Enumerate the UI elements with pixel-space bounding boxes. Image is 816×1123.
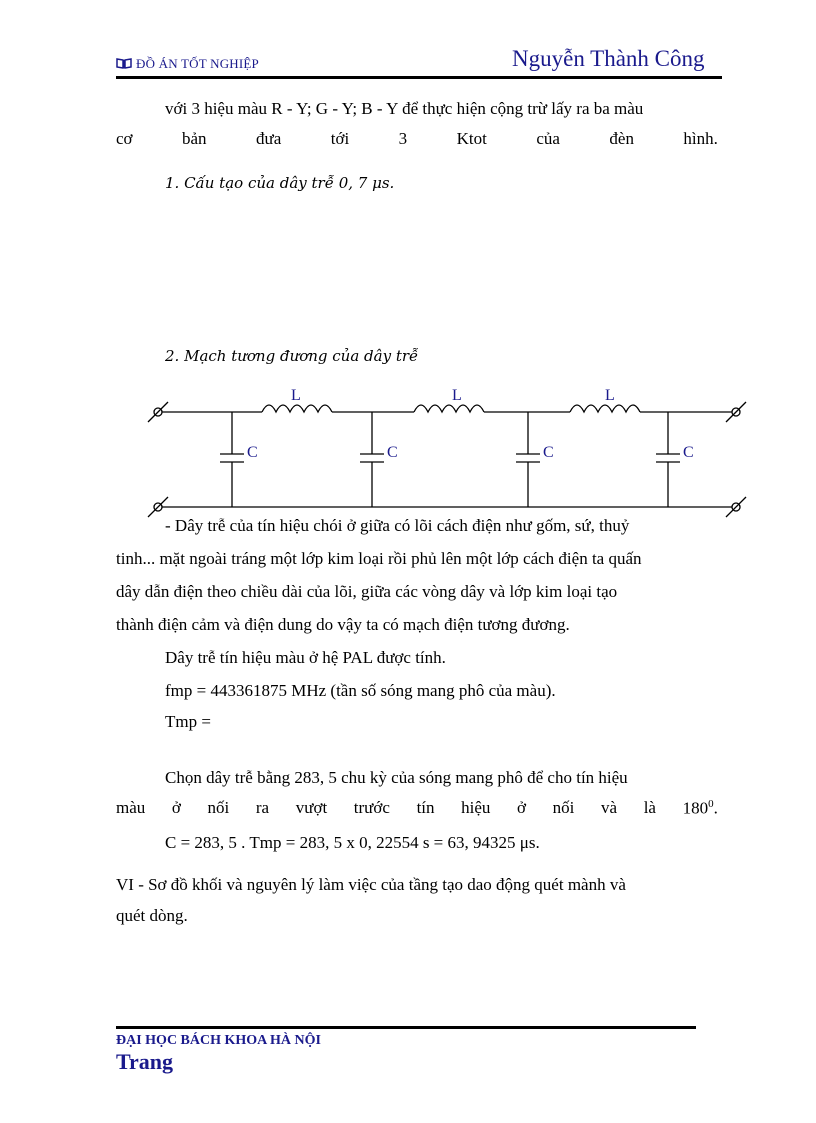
desc-line-4: thành điện cảm và điện dung do vậy ta có mạch điện tương đương. bbox=[116, 615, 570, 634]
desc-line-3: dây dẫn điện theo chiều dài của lõi, giữa các vòng dây và lớp kim loại tạo bbox=[116, 582, 618, 601]
choose-line-2 bbox=[116, 798, 718, 819]
word: nối bbox=[552, 798, 575, 817]
word: vượt bbox=[295, 798, 328, 817]
footer-university: ĐẠI HỌC BÁCH KHOA HÀ NỘI bbox=[116, 1033, 321, 1048]
c-formula-line: C = 283, 5 . Tmp = 283, 5 x 0, 22554 s = 63, 94325 μs. bbox=[165, 833, 540, 852]
section-heading-line-2: quét dòng. bbox=[116, 906, 188, 925]
word: hiệu bbox=[461, 798, 491, 817]
intro-line-1: với 3 hiệu màu R - Y; G - Y; B - Y để thực hiện cộng trừ lấy ra ba màu bbox=[165, 99, 644, 118]
word: là bbox=[643, 798, 656, 817]
choose-line-1: Chọn dây trễ bằng 283, 5 chu kỳ của sóng mang phô để cho tín hiệu bbox=[165, 768, 628, 787]
degree-value: $180^0$. bbox=[682, 798, 718, 818]
word: 3 bbox=[398, 129, 408, 148]
capacitor-label: C bbox=[247, 444, 258, 461]
desc-line-1: - Dây trễ của tín hiệu chói ở giữa có lõi cách điện như gốm, sứ, thuỷ bbox=[165, 516, 630, 535]
word: tới bbox=[330, 129, 350, 148]
inductor-label: L bbox=[605, 387, 615, 404]
section-heading-line-1: VI - Sơ đồ khối và nguyên lý làm việc của tầng tạo dao động quét mành và bbox=[116, 875, 626, 894]
word: bản bbox=[182, 129, 207, 148]
equivalent-circuit-diagram bbox=[140, 380, 760, 525]
tmp-line: Tmp = bbox=[165, 712, 211, 731]
inductor-label: L bbox=[291, 387, 301, 404]
word: hình. bbox=[683, 129, 718, 148]
capacitor-label: C bbox=[683, 444, 694, 461]
word: và bbox=[601, 798, 618, 817]
word: cơ bbox=[116, 129, 133, 148]
heading-structure: 1. Cấu tạo của dây trễ 0, 7 μs. bbox=[165, 174, 395, 192]
footer-divider bbox=[116, 1026, 696, 1029]
word: trước bbox=[353, 798, 390, 817]
word: Ktot bbox=[456, 129, 487, 148]
word: nối bbox=[207, 798, 230, 817]
pal-line: Dây trễ tín hiệu màu ở hệ PAL được tính. bbox=[165, 648, 446, 667]
header-divider bbox=[116, 76, 722, 79]
inductor-label: L bbox=[452, 387, 462, 404]
intro-line-2 bbox=[116, 129, 718, 149]
book-icon bbox=[116, 58, 132, 69]
capacitor-label: C bbox=[543, 444, 554, 461]
heading-equivalent-circuit: 2. Mạch tương đương của dây trễ bbox=[165, 347, 419, 365]
word: đưa bbox=[256, 129, 282, 148]
fmp-line: fmp = 443361875 MHz (tần số sóng mang phô của màu). bbox=[165, 681, 556, 700]
capacitor-label: C bbox=[387, 444, 398, 461]
header-left bbox=[116, 56, 259, 72]
word: tín bbox=[416, 798, 435, 817]
header-author: Nguyễn Thành Công bbox=[512, 46, 705, 71]
word: của bbox=[536, 129, 560, 148]
footer-page-label: Trang bbox=[116, 1049, 174, 1074]
header-left-text: ĐỒ ÁN TỐT NGHIỆP bbox=[136, 56, 259, 71]
word: đèn bbox=[609, 129, 634, 148]
desc-line-2: tinh... mặt ngoài tráng một lớp kim loại rồi phủ lên một lớp cách điện ta quấn bbox=[116, 549, 642, 568]
word: màu bbox=[116, 798, 146, 817]
word: ở bbox=[517, 798, 527, 817]
superscript: 0 bbox=[708, 798, 714, 810]
word: ra bbox=[255, 798, 270, 817]
word: ở bbox=[171, 798, 181, 817]
